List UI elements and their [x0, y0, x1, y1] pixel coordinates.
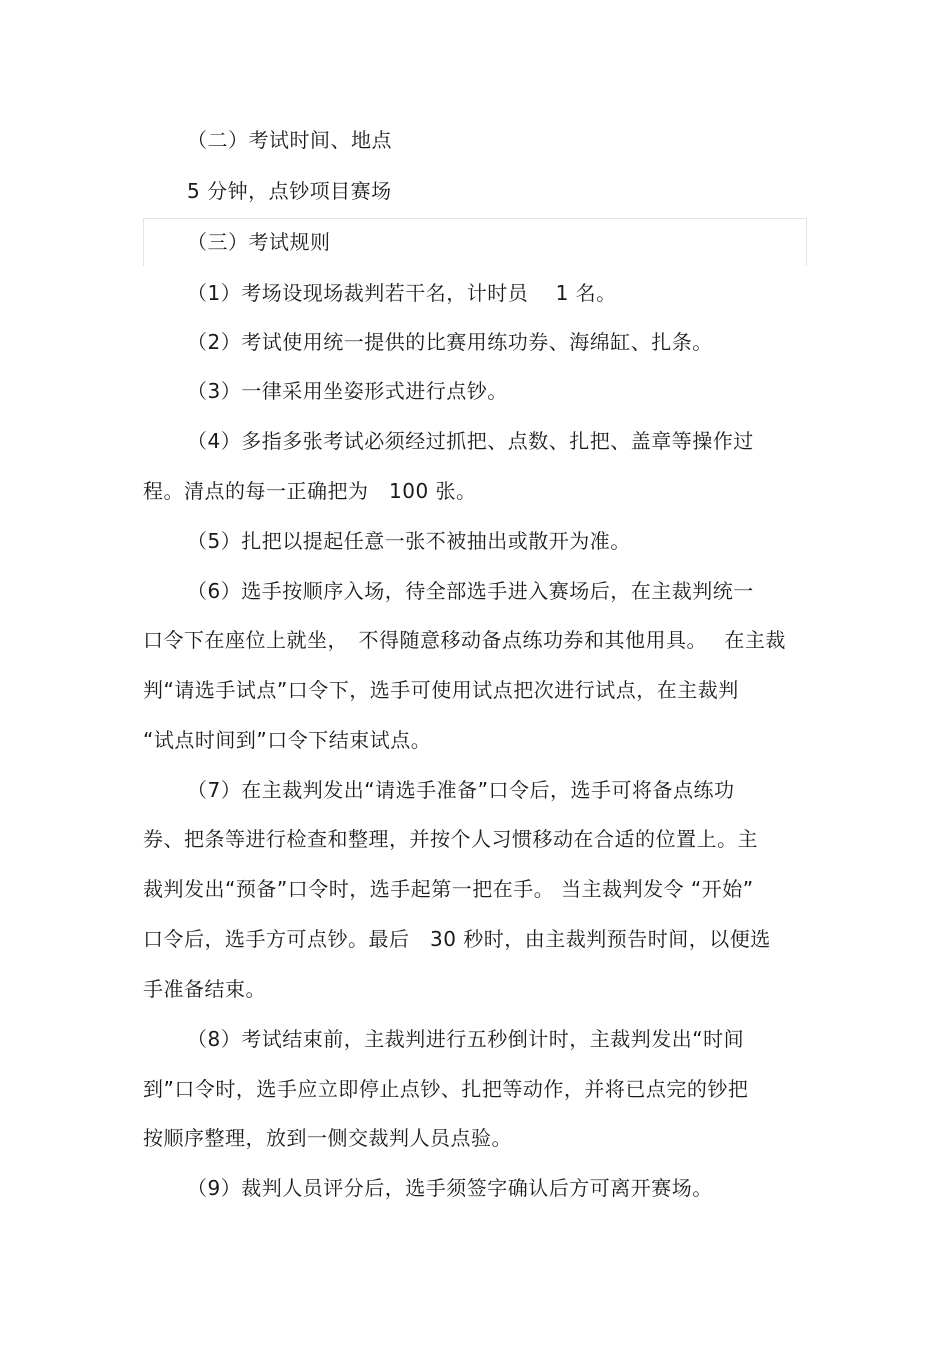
rule-line: （9）裁判人员评分后，选手须签字确认后方可离开赛场。: [187, 1176, 713, 1200]
rule-line: 手准备结束。: [143, 977, 266, 1001]
rule-line: 判“请选手试点”口令下，选手可使用试点把次进行试点，在主裁判: [143, 678, 739, 702]
rule-line: “试点时间到”口令下结束试点。: [143, 728, 432, 752]
rule-line: 到”口令时，选手应立即停止点钞、扎把等动作，并将已点完的钞把: [143, 1077, 749, 1101]
rule-line: （8）考试结束前，主裁判进行五秒倒计时，主裁判发出“时间: [187, 1027, 745, 1051]
section-3-heading: （三）考试规则: [187, 230, 331, 254]
section-2-heading: （二）考试时间、地点: [187, 128, 392, 152]
rule-line: （1）考场设现场裁判若干名，计时员 1 名。: [187, 281, 617, 305]
rule-line: 券、把条等进行检查和整理，并按个人习惯移动在合适的位置上。主: [143, 827, 758, 851]
rule-line: （6）选手按顺序入场，待全部选手进入赛场后，在主裁判统一: [187, 579, 754, 603]
rule-line: 口令下在座位上就坐， 不得随意移动备点练功券和其他用具。 在主裁: [143, 628, 786, 652]
rule-line: （3）一律采用坐姿形式进行点钞。: [187, 379, 508, 403]
rule-line: （5）扎把以提起任意一张不被抽出或散开为准。: [187, 529, 631, 553]
rule-line: 按顺序整理，放到一侧交裁判人员点验。: [143, 1126, 512, 1150]
rule-line: 程。清点的每一正确把为 100 张。: [143, 479, 477, 503]
rule-line: （2）考试使用统一提供的比赛用练功券、海绵缸、扎条。: [187, 330, 713, 354]
rule-line: 口令后，选手方可点钞。最后 30 秒时，由主裁判预告时间，以便选: [143, 927, 771, 951]
rule-line: 裁判发出“预备”口令时，选手起第一把在手。 当主裁判发令 “开始”: [143, 877, 754, 901]
rule-line: （7）在主裁判发出“请选手准备”口令后，选手可将备点练功: [187, 778, 735, 802]
section-2-content: 5 分钟，点钞项目赛场: [187, 179, 392, 203]
rule-line: （4）多指多张考试必须经过抓把、点数、扎把、盖章等操作过: [187, 429, 754, 453]
